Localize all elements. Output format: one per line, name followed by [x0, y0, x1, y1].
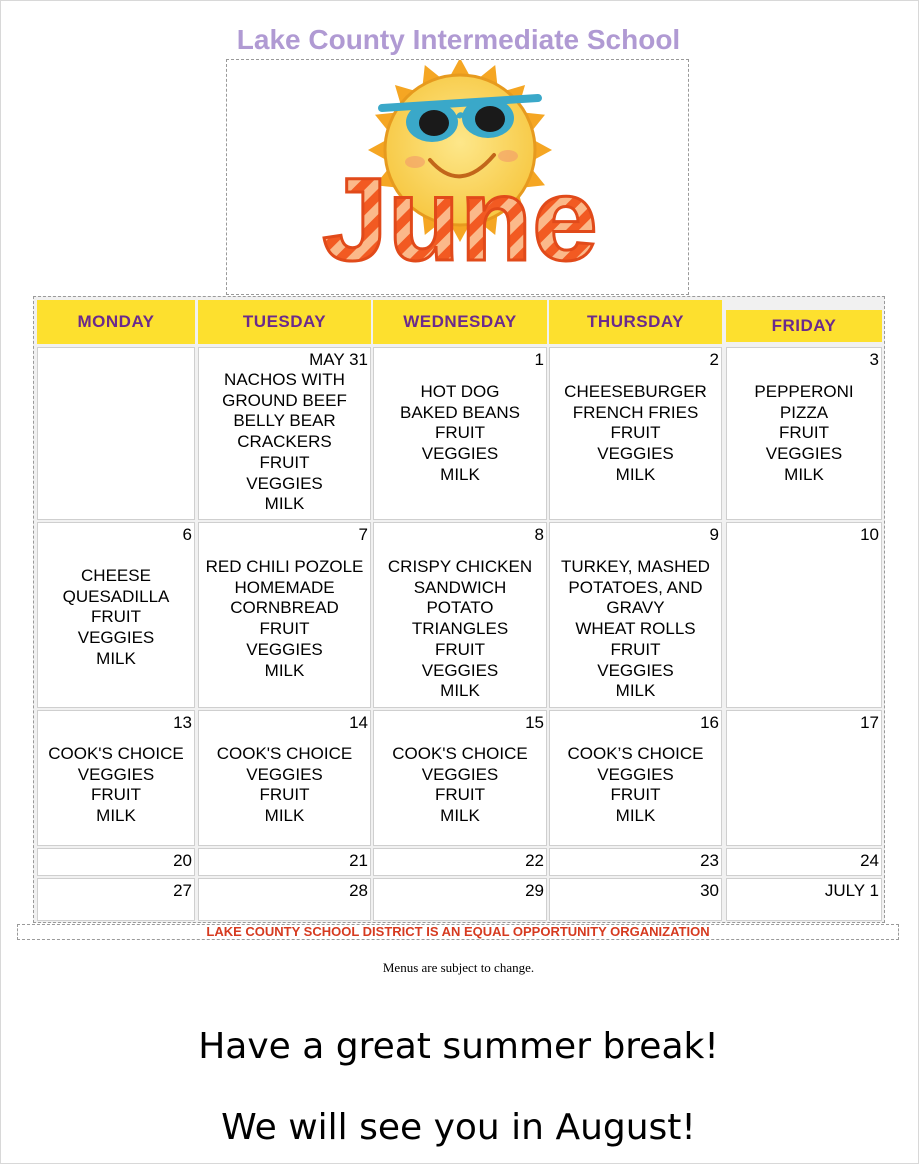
day-number: 20	[173, 851, 192, 870]
day-number: 7	[358, 525, 368, 544]
meal-text: COOK’S CHOICE VEGGIES FRUIT MILK	[567, 744, 704, 826]
meal-text: PEPPERONI PIZZA FRUIT VEGGIES MILK	[754, 382, 854, 484]
calendar-day-cell	[373, 522, 547, 708]
day-number: 23	[700, 851, 719, 870]
meal-text: NACHOS WITH GROUND BEEF BELLY BEAR CRACKERS FRUIT VEGGIES MILK	[222, 370, 347, 514]
see-you-august-message: We will see you in August!	[221, 1107, 696, 1148]
calendar-day-cell	[37, 878, 195, 921]
calendar-day-cell	[198, 710, 371, 846]
header-tuesday: TUESDAY	[198, 300, 371, 344]
calendar-day-cell	[37, 522, 195, 708]
menu-change-note: Menus are subject to change.	[382, 960, 535, 975]
meal-text: COOK'S CHOICE VEGGIES FRUIT MILK	[48, 744, 184, 826]
day-number: 6	[182, 525, 192, 544]
meal-text: CHEESEBURGER FRENCH FRIES FRUIT VEGGIES MILK	[564, 382, 707, 484]
calendar-day-cell	[37, 710, 195, 846]
day-number: 16	[700, 713, 719, 732]
calendar-day-cell	[37, 347, 195, 520]
meal-text: CRISPY CHICKEN SANDWICH POTATO TRIANGLES FRUIT VEGGIES MILK	[387, 557, 533, 701]
calendar-day-cell	[726, 522, 882, 708]
calendar-day-cell	[549, 347, 722, 520]
calendar-day-cell	[198, 848, 371, 876]
day-number: 29	[525, 881, 544, 900]
day-number: 15	[525, 713, 544, 732]
equal-opportunity-text: LAKE COUNTY SCHOOL DISTRICT IS AN EQUAL OPPORTUNITY ORGANIZATION	[206, 924, 710, 939]
svg-text:June: June	[322, 154, 598, 286]
calendar-day-cell	[198, 522, 371, 708]
day-number: 13	[173, 713, 192, 732]
day-number: 24	[860, 851, 879, 870]
day-number: 9	[709, 525, 719, 544]
calendar-day-cell	[726, 848, 882, 876]
summer-break-message: Have a great summer break!	[198, 1026, 719, 1067]
calendar-day-cell	[726, 710, 882, 846]
header-wednesday: WEDNESDAY	[373, 300, 547, 344]
calendar-day-cell	[549, 848, 722, 876]
header-friday: FRIDAY	[726, 310, 882, 342]
day-number: 14	[349, 713, 368, 732]
calendar-day-cell	[198, 878, 371, 921]
day-number: 21	[349, 851, 368, 870]
meal-text: COOK'S CHOICE VEGGIES FRUIT MILK	[392, 744, 528, 826]
day-number: MAY 31	[309, 350, 368, 369]
calendar-day-cell	[373, 878, 547, 921]
meal-text: COOK'S CHOICE VEGGIES FRUIT MILK	[216, 744, 353, 826]
day-number: 27	[173, 881, 192, 900]
calendar-day-cell	[549, 710, 722, 846]
day-number: 17	[860, 713, 879, 732]
meal-text: HOT DOG BAKED BEANS FRUIT VEGGIES MILK	[400, 382, 520, 484]
sun-with-sunglasses-icon	[227, 60, 689, 295]
footer-box	[17, 924, 899, 940]
calendar-day-cell	[198, 347, 371, 520]
meal-text: TURKEY, MASHED POTATOES, AND GRAVY WHEAT ROLLS FRUIT VEGGIES MILK	[561, 557, 710, 701]
calendar-day-cell	[549, 878, 722, 921]
calendar-day-cell	[726, 347, 882, 520]
day-number: 22	[525, 851, 544, 870]
day-number: 1	[534, 350, 544, 369]
calendar-table	[33, 296, 885, 923]
header-monday: MONDAY	[37, 300, 195, 344]
calendar-day-cell	[373, 710, 547, 846]
day-number: 30	[700, 881, 719, 900]
meal-text: CHEESE QUESADILLA FRUIT VEGGIES MILK	[62, 566, 170, 668]
header-thursday: THURSDAY	[549, 300, 722, 344]
day-number: 3	[869, 350, 879, 369]
day-number: 28	[349, 881, 368, 900]
day-number: 2	[709, 350, 719, 369]
calendar-day-cell	[726, 878, 882, 921]
calendar-day-cell	[37, 848, 195, 876]
day-number: 8	[534, 525, 544, 544]
calendar-day-cell	[549, 522, 722, 708]
june-lettering	[322, 154, 597, 286]
calendar-day-cell	[373, 848, 547, 876]
school-title: Lake County Intermediate School	[236, 24, 681, 55]
june-logo-box	[226, 59, 689, 295]
calendar-day-cell	[373, 347, 547, 520]
day-number: JULY 1	[824, 881, 879, 900]
meal-text: RED CHILI POZOLE HOMEMADE CORNBREAD FRUIT VEGGIES MILK	[205, 557, 364, 680]
day-number: 10	[860, 525, 879, 544]
